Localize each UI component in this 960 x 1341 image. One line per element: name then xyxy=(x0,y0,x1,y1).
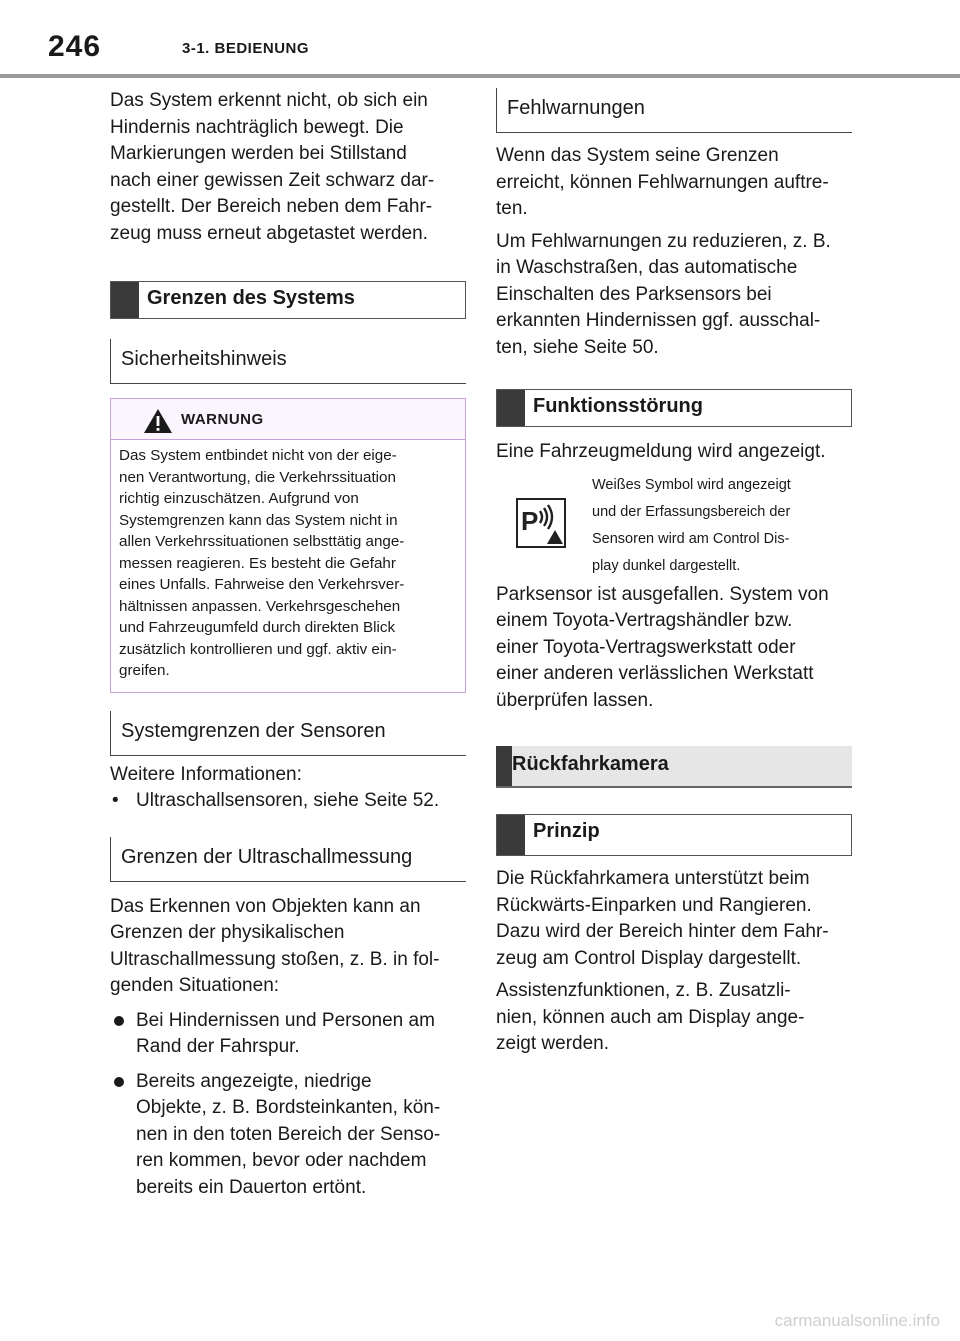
section-header-limits: Grenzen des Systems xyxy=(110,281,466,319)
watermark: carmanualsonline.info xyxy=(774,1311,940,1330)
ultrasound-intro: Das Erkennen von Objekten kann an Grenzen der physikalischen Ultraschallmessung stoßen, z. B. in fol- genden Situationen: xyxy=(110,895,440,996)
warning-header xyxy=(111,399,465,440)
page-number: 246 xyxy=(48,30,102,63)
parking-sensor-warning-icon xyxy=(516,498,566,548)
principle-paragraph: Die Rückfahrkamera unterstützt beim Rückwärts-Einparken und Rangieren. Dazu wird der Bereich hinter dem Fahr- zeug am Control Display dargestellt. xyxy=(496,868,829,969)
section-bar xyxy=(111,282,139,318)
false-warnings-paragraph: Wenn das System seine Grenzen erreicht, können Fehlwarnungen auftre- ten. xyxy=(496,145,829,219)
section-bar xyxy=(496,746,512,786)
warning-triangle-icon xyxy=(143,408,173,434)
subheading-false-warnings: Fehlwarnungen xyxy=(496,88,852,133)
warning-text: Das System entbindet nicht von der eige- nen Verantwortung, die Verkehrssituation richtig einzuschätzen. Aufgrund von Systemgrenzen kann das System nicht in allen Verkehrssituationen selbsttätig ange- messen reagieren. Es besteht die Gefahr eines Unfalls. Fahrweise den Verkehrsver- hältnissen anpassen. Verkehrsgeschehen und Fahrzeugumfeld durch direkten Blick zusätzlich kontrollieren und ggf. aktiv ein- greifen. xyxy=(119,447,405,679)
section-header-malfunction: Funktionsstörung xyxy=(496,389,852,427)
subheading-ultrasound: Grenzen der Ultraschallmessung xyxy=(110,837,466,882)
section-header-principle: Prinzip xyxy=(496,814,852,856)
warning-title: WARNUNG xyxy=(181,411,264,428)
section-header-camera: Rückfahrkamera xyxy=(496,746,852,788)
left-column xyxy=(110,88,466,1201)
chapter-title: 3-1. BEDIENUNG xyxy=(182,40,310,57)
subheading-sensor-limits: Systemgrenzen der Sensoren xyxy=(110,711,466,756)
page-header xyxy=(0,0,960,78)
reduce-warnings-paragraph: Um Fehlwarnungen zu reduzieren, z. B. in Waschstraßen, das automatische Einschalten des Parksensors bei erkannten Hindernissen ggf. ausschal- ten, siehe Seite 50. xyxy=(496,230,831,358)
list-item: • Ultraschallsensoren, siehe Seite 52. xyxy=(112,790,440,811)
svg-text:P: P xyxy=(521,505,539,536)
section-bar xyxy=(497,390,525,426)
vehicle-message-paragraph: Eine Fahrzeugmeldung wird angezeigt. xyxy=(496,441,826,462)
intro-paragraph: Das System erkennt nicht, ob sich ein Hindernis nachträglich bewegt. Die Markierungen werden bei Stillstand nach einer gewissen Zeit schwarz dar- gestellt. Der Bereich neben dem Fahr- zeug muss erneut abgetastet werden. xyxy=(110,90,435,244)
subheading-safety: Sicherheitshinweis xyxy=(110,339,466,384)
header-rule xyxy=(0,74,960,78)
assist-functions-paragraph: Assistenzfunktionen, z. B. Zusatzli- nien, können auch am Display ange- zeigt werden. xyxy=(496,980,805,1054)
more-info-label: Weitere Informationen: xyxy=(110,763,302,785)
symbol-description: Weißes Symbol wird angezeigt und der Erfassungsbereich der Sensoren wird am Control Dis- play dunkel dargestellt. xyxy=(592,476,791,574)
sensor-failed-paragraph: Parksensor ist ausgefallen. System von einem Toyota-Vertragshändler bzw. einer Toyota-Vertragswerkstatt oder einer anderen verlässlichen Werkstatt überprüfen lassen. xyxy=(496,583,829,711)
right-column xyxy=(496,88,852,1058)
list-item: Bei Hindernissen und Personen am Rand der Fahrspur. xyxy=(110,1008,466,1061)
warning-box xyxy=(110,398,466,693)
section-bar xyxy=(497,815,525,855)
list-item: Bereits angezeigte, niedrige Objekte, z. B. Bordsteinkanten, kön- nen in den toten Bereich der Senso- ren kommen, bevor oder nachdem bereits ein Dauerton ertönt. xyxy=(110,1069,466,1202)
symbol-note xyxy=(496,472,852,576)
situations-list xyxy=(110,1008,466,1202)
more-info-list xyxy=(110,788,466,815)
